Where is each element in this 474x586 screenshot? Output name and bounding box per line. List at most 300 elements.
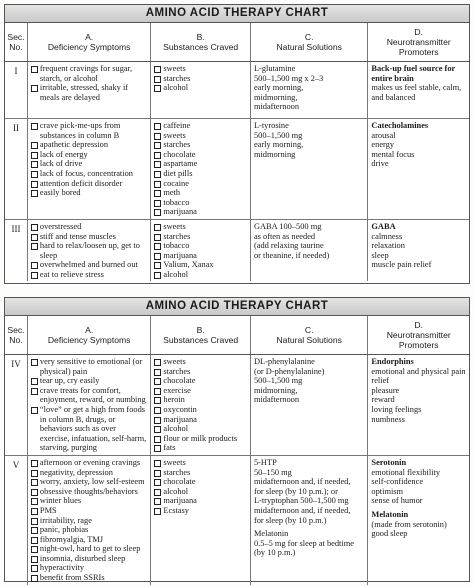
list-item [154,260,247,270]
solutions-cell [251,355,368,455]
header-letter: A. [85,32,94,42]
list-item-text: insomnia, disturbed sleep [39,553,126,563]
checkbox-icon [31,190,38,197]
checkbox-icon [31,123,38,130]
chart-panel-1 [4,4,470,284]
list-item-text: exercise [163,385,191,395]
section-number: V [12,459,20,470]
list-item [31,169,147,179]
list-item-text: irritable, stressed, shaky if meals are delayed [39,83,129,102]
list-item-text: meth [163,188,181,198]
list-item-text: very sensitive to emotional (or physical) pain [39,357,143,376]
table-body [5,62,469,281]
list-item [31,525,147,535]
symptom-list [31,222,147,280]
list-item-text: lack of drive [39,159,83,169]
list-item [154,496,247,506]
header-solutions [251,316,368,354]
promoters-cell [368,119,469,219]
list-item-text: alcohol [163,486,189,496]
checkbox-icon [154,152,161,159]
list-item-text: alcohol [163,83,189,93]
promoter-description: emotional flexibility self-confidence optimism sense of humor [371,467,441,506]
list-item [31,468,147,478]
list-item-text: panic, phobias [39,525,89,535]
table-row [5,220,469,282]
checkbox-icon [31,556,38,563]
list-item-text: crave treats for comfort, enjoyment, reward, or numbing [39,385,146,405]
list-item [154,434,247,444]
list-item [31,487,147,497]
checkbox-icon [154,508,161,515]
promoter-description: makes us feel stable, calm, and balanced [371,83,462,102]
section-cell [5,456,28,585]
list-item-text: night-owl, hard to get to sleep [39,544,141,554]
list-item [31,188,147,198]
list-item [154,159,247,169]
list-item-text: afternoon or evening cravings [39,457,141,467]
checkbox-icon [154,498,161,505]
header-promoters [368,316,469,354]
header-label: Natural Solutions [276,42,342,52]
checkbox-icon [31,272,38,279]
list-item [31,64,147,83]
solution-text: DL-phenylalanine (or D-phenylalanine) 500–1,500 mg midmorning, midafternoon [253,357,325,405]
checkbox-icon [31,575,38,582]
list-item [31,159,147,169]
list-item-text: tobacco [163,241,190,251]
list-item [154,131,247,141]
checkbox-icon [31,489,38,496]
list-item-text: attention deficit disorder [39,178,123,188]
checkbox-icon [154,417,161,424]
header-sec: Sec. No. [5,23,28,61]
checkbox-icon [154,359,161,366]
promoter-block [371,357,466,424]
header-label: Natural Solutions [276,335,342,345]
promoter-description: calmness relaxation sleep muscle pain relief [371,231,432,270]
header-letter: B. [196,325,205,335]
list-item-text: oxycontin [163,404,197,414]
list-item [154,376,247,386]
craved-cell [151,456,251,585]
list-item-text: starches [163,467,191,477]
checkbox-icon [154,369,161,376]
checkbox-icon [154,378,161,385]
checkbox-icon [154,85,161,92]
list-item [154,506,247,516]
checkbox-icon [154,200,161,207]
list-item [31,477,147,487]
checkbox-icon [31,152,38,159]
header-label: Neurotransmitter Promoters [386,37,451,57]
solution-text: Melatonin 0.5–5 mg for sleep at bedtime (by 10 p.m.) [253,529,354,558]
list-item-text: marijuana [163,496,197,506]
checkbox-icon [154,426,161,433]
section-cell [5,62,28,118]
list-item [31,232,147,242]
header-letter: D. [414,320,424,330]
list-item-text: benefit from SSRIs [39,573,105,583]
list-item [31,150,147,160]
checkbox-icon [154,76,161,83]
promoter-name: Melatonin [371,509,409,519]
promoters-cell [368,220,469,282]
list-item [154,188,247,198]
checkbox-icon [31,359,38,366]
promoter-block [371,458,466,506]
list-item-text: starches [163,140,191,150]
list-item [154,424,247,434]
header-label: Deficiency Symptoms [47,42,131,52]
list-item [154,179,247,189]
list-item [31,270,147,280]
promoters-cell [368,355,469,455]
promoter-block [371,222,466,270]
checkbox-icon [154,436,161,443]
list-item [31,496,147,506]
checkbox-icon [31,142,38,149]
checkbox-icon [154,407,161,414]
solution-text: 5-HTP 50–150 mg midafternoon and, if needed, for sleep (by 10 p.m.); or L-tryptophan 500–1,500 mg midafternoon and, if needed, for sleep (by 10 p.m.) [253,457,351,525]
checkbox-icon [31,262,38,269]
list-item [31,386,147,405]
header-row [5,23,469,62]
solution-text: GABA 100–500 mg as often as needed (add relaxing taurine or theanine, if needed) [253,221,330,260]
checkbox-icon [154,460,161,467]
list-item [154,83,247,93]
header-letter: C. [304,325,314,335]
checkbox-icon [31,470,38,477]
checkbox-icon [154,397,161,404]
section-number: III [11,223,21,234]
list-item [154,367,247,377]
checkbox-icon [31,407,38,414]
header-label: Neurotransmitter Promoters [386,330,451,350]
list-item-text: negativity, depression [39,467,113,477]
list-item-text: tear up, cry easily [39,376,100,386]
list-item-text: aspartame [163,159,198,169]
list-item-text: marijuana [163,414,197,424]
solution-text: L-glutamine 500–1,500 mg x 2–3 early morning, midmorning, midafternoon [253,64,324,112]
promoter-name: GABA [371,221,396,231]
promoter-block [371,510,466,539]
list-item-text: lack of focus, concentration [39,168,133,178]
list-item [31,260,147,270]
list-item [154,150,247,160]
list-item [154,121,247,131]
checkbox-icon [154,253,161,260]
checkbox-icon [154,470,161,477]
list-item-text: irritability, rage [39,515,92,525]
table-row [5,119,469,220]
list-item [31,140,147,150]
table-row [5,355,469,456]
promoter-description: (made from serotonin) good sleep [371,519,447,539]
list-item-text: apathetic depression [39,140,109,150]
checkbox-icon [154,123,161,130]
promoter-name: Back-up fuel source for entire brain [371,64,456,83]
solutions-cell [251,456,368,585]
list-item [154,357,247,367]
checkbox-icon [154,171,161,178]
list-item [31,458,147,468]
checkbox-icon [154,388,161,395]
promoters-cell [368,456,469,585]
list-item-text: sweets [163,221,186,231]
promoter-block [371,64,466,102]
section-number: I [14,66,18,76]
list-item-text: diet pills [163,168,193,178]
list-item [31,241,147,260]
list-item-text: winter blues [39,496,82,506]
list-item-text: sweets [163,130,186,140]
symptoms-cell [28,456,151,585]
list-item [154,395,247,405]
promoter-block [371,121,466,169]
list-item-text: eat to relieve stress [39,269,104,279]
list-item [154,468,247,478]
list-item-text: crave pick-me-ups from substances in column B [39,120,121,140]
list-item-text: caffeine [163,120,191,130]
list-item-text: alcohol [163,269,189,279]
list-item [31,405,147,453]
chart-title: AMINO ACID THERAPY CHART [5,5,469,23]
list-item [154,232,247,242]
checkbox-icon [154,190,161,197]
list-item-text: stiff and tense muscles [39,231,116,241]
chart-panel-2 [4,297,470,582]
list-item-text: tobacco [163,197,190,207]
symptoms-cell [28,220,151,282]
table-body [5,355,469,585]
list-item [31,573,147,583]
checkbox-icon [31,161,38,168]
list-item [154,270,247,280]
list-item [154,74,247,84]
list-item-text: chocolate [163,376,196,386]
list-item [31,222,147,232]
list-item-text: overstressed [39,221,82,231]
list-item-text: heroin [163,395,185,405]
promoters-cell [368,62,469,118]
list-item [154,169,247,179]
checkbox-icon [154,243,161,250]
checkbox-icon [31,479,38,486]
checkbox-icon [154,209,161,216]
header-deficiency [28,23,151,61]
symptom-list [31,64,147,102]
list-item [31,179,147,189]
list-item [31,376,147,386]
list-item-text: flour or milk products [163,433,238,443]
list-item-text: Ecstasy [163,505,189,515]
checkbox-icon [154,445,161,452]
list-item-text: sweets [163,64,186,73]
list-item-text: marijuana [163,250,197,260]
symptom-list [31,121,147,198]
list-item-text: obsessive thoughts/behaviors [39,486,138,496]
header-label: Deficiency Symptoms [47,335,131,345]
list-item [31,554,147,564]
section-number: IV [11,359,21,369]
chart-title: AMINO ACID THERAPY CHART [5,298,469,316]
craved-list [154,222,247,280]
promoter-name: Catecholamines [371,120,429,130]
list-item [31,357,147,376]
header-deficiency [28,316,151,354]
checkbox-icon [31,85,38,92]
list-item-text: overwhelmed and burned out [39,260,138,270]
checkbox-icon [31,224,38,231]
checkbox-icon [154,272,161,279]
list-item [31,516,147,526]
checkbox-icon [154,161,161,168]
section-cell [5,220,28,282]
section-cell [5,355,28,455]
checkbox-icon [31,243,38,250]
header-sec: Sec. No. [5,316,28,354]
craved-cell [151,119,251,219]
list-item [154,198,247,208]
table-row [5,456,469,585]
list-item [31,563,147,573]
list-item-text: starches [163,366,191,376]
craved-list [154,64,247,93]
checkbox-icon [154,234,161,241]
list-item-text: marijuana [163,207,197,217]
list-item-text: easily bored [39,188,81,198]
header-letter: C. [304,32,314,42]
checkbox-icon [154,479,161,486]
checkbox-icon [154,224,161,231]
list-item [154,222,247,232]
header-craved [151,23,251,61]
list-item [154,241,247,251]
solutions-cell [251,62,368,118]
solution-text: L-tyrosine 500–1,500 mg early morning, midmorning [253,120,304,159]
table-row [5,62,469,119]
checkbox-icon [31,171,38,178]
list-item-text: hard to relax/loosen up, get to sleep [39,241,140,260]
symptoms-cell [28,355,151,455]
list-item [31,506,147,516]
header-letter: B. [196,32,205,42]
list-item-text: starches [163,231,191,241]
checkbox-icon [31,537,38,544]
list-item-text: alcohol [163,424,189,434]
list-item [154,443,247,453]
craved-list [154,121,247,217]
list-item-text: lack of energy [39,149,88,159]
list-item [154,415,247,425]
list-item-text: fats [163,443,176,453]
checkbox-icon [31,546,38,553]
list-item [31,121,147,140]
craved-list [154,458,247,516]
checkbox-icon [154,489,161,496]
header-label: Substances Craved [163,42,239,52]
list-item-text: frequent cravings for sugar, starch, or alcohol [39,64,133,83]
header-letter: D. [414,27,424,37]
header-letter: A. [85,325,94,335]
list-item [154,140,247,150]
promoter-description: arousal energy mental focus drive [371,130,415,169]
section-cell [5,119,28,219]
symptoms-cell [28,119,151,219]
list-item [31,83,147,102]
section-number: II [12,122,19,133]
checkbox-icon [154,66,161,73]
list-item-text: Valium, Xanax [163,260,214,270]
header-solutions [251,23,368,61]
list-item-text: “love” or get a high from foods in column B, drugs, or behaviors such as over exercise, infatuation, self-harm, starving, purging [39,404,147,453]
list-item-text: chocolate [163,477,196,487]
list-item-text: sweets [163,357,186,366]
promoter-name: Serotonin [371,457,407,467]
promoter-description: emotional and physical pain relief pleasure reward loving feelings numbness [371,366,466,424]
list-item [154,207,247,217]
symptom-list [31,458,147,583]
craved-cell [151,220,251,282]
list-item-text: starches [163,73,191,83]
checkbox-icon [31,460,38,467]
checkbox-icon [31,518,38,525]
list-item-text: worry, anxiety, low self-esteem [39,477,145,487]
list-item [154,405,247,415]
checkbox-icon [154,262,161,269]
symptoms-cell [28,62,151,118]
list-item [154,487,247,497]
list-item [31,544,147,554]
header-label: Substances Craved [163,335,239,345]
list-item-text: chocolate [163,149,196,159]
list-item-text: sweets [163,457,186,467]
checkbox-icon [31,378,38,385]
craved-cell [151,62,251,118]
checkbox-icon [31,527,38,534]
checkbox-icon [31,508,38,515]
list-item-text: hyperactivity [39,563,85,573]
list-item-text: cocaine [163,178,189,188]
header-promoters [368,23,469,61]
checkbox-icon [31,181,38,188]
header-row [5,316,469,355]
list-item [154,251,247,261]
list-item [154,386,247,396]
checkbox-icon [154,133,161,140]
list-item-text: fibromyalgia, TMJ [39,534,104,544]
header-craved [151,316,251,354]
checkbox-icon [31,565,38,572]
list-item-text: PMS [39,505,57,515]
checkbox-icon [31,388,38,395]
promoter-name: Endorphins [371,357,414,366]
list-item [31,535,147,545]
list-item [154,64,247,74]
checkbox-icon [31,498,38,505]
checkbox-icon [154,142,161,149]
checkbox-icon [31,66,38,73]
solutions-cell [251,220,368,282]
list-item [154,458,247,468]
checkbox-icon [31,234,38,241]
list-item [154,477,247,487]
checkbox-icon [154,181,161,188]
craved-cell [151,355,251,455]
craved-list [154,357,247,453]
solutions-cell [251,119,368,219]
